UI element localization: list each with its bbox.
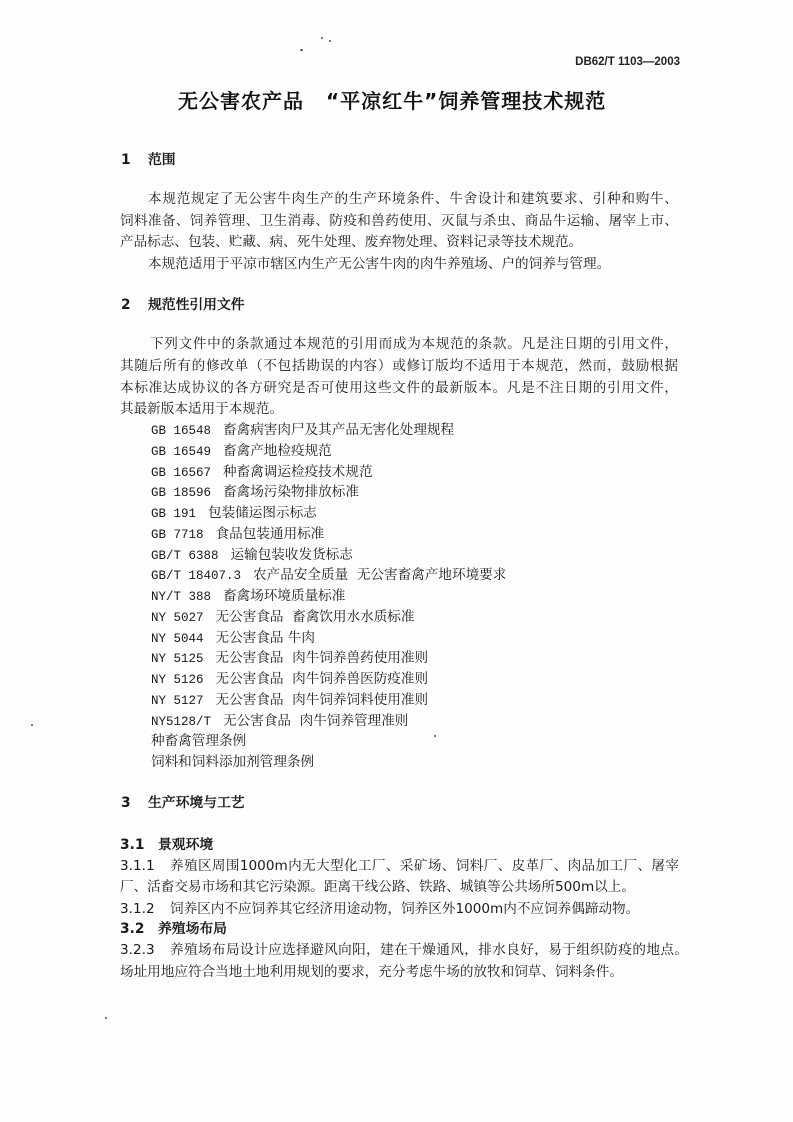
section-1-paragraph-1-line: 饲料准备、饲养管理、卫生消毒、防疫和兽药使用、灭鼠与杀虫、商品牛运输、屠宰上市、 bbox=[120, 213, 678, 229]
scan-speck bbox=[329, 40, 331, 42]
section-2-paragraph-line: 其随后所有的修改单（不包括勘误的内容）或修订版均不适用于本规范，然而，鼓励根据 bbox=[120, 358, 678, 374]
clause-3-1-1-line: 厂、活畜交易市场和其它污染源。距离干线公路、铁路、城镇等公共场所500m以上。 bbox=[120, 879, 635, 895]
reference-code: NY5128/T bbox=[151, 714, 212, 729]
reference-code: GB 16549 bbox=[151, 444, 212, 459]
reference-title: 畜禽产地检疫规范 bbox=[223, 442, 332, 459]
reference-item bbox=[151, 711, 506, 732]
section-1-paragraph-1-line: 本规范规定了无公害牛肉生产的生产环境条件、牛舍设计和建筑要求、引种和购牛、 bbox=[148, 191, 678, 207]
reference-item bbox=[151, 690, 506, 711]
reference-title: 无公害食品 肉牛饲养兽药使用准则 bbox=[215, 650, 429, 667]
reference-code: GB/T 18407.3 bbox=[151, 569, 242, 584]
clause-3-2-3-number: 3.2.3 bbox=[120, 942, 155, 958]
clause-3-1-1-number: 3.1.1 bbox=[120, 858, 155, 874]
reference-title: 无公害食品 牛肉 bbox=[215, 629, 315, 646]
section-2-paragraph-line: 本标准达成协议的各方研究是否可使用这些文件的最新版本。凡是不注日期的引用文件， bbox=[120, 380, 678, 396]
reference-title: 无公害食品 畜禽饮用水水质标准 bbox=[215, 608, 415, 625]
reference-item bbox=[151, 669, 506, 690]
reference-title: 食品包装通用标准 bbox=[215, 525, 325, 542]
reference-title: 无公害食品 肉牛饲养管理准则 bbox=[223, 712, 409, 729]
subsection-3-1-heading: 景观环境 bbox=[158, 837, 214, 853]
reference-code: GB 16567 bbox=[151, 465, 212, 480]
clause-3-1-1-line: 养殖区周围1000m内无大型化工厂、采矿场、饲料厂、皮革厂、肉品加工厂、屠宰 bbox=[170, 858, 679, 874]
reference-code: GB 18596 bbox=[151, 486, 212, 501]
reference-title: 种畜禽调运检疫技术规范 bbox=[223, 463, 373, 480]
scan-speck bbox=[321, 37, 323, 39]
regulation-item: 饲料和饲料添加剂管理条例 bbox=[151, 754, 315, 770]
clause-3-2-3-line: 场址用地应符合当地土地利用规划的要求，充分考虑牛场的放牧和饲草、饲料条件。 bbox=[120, 964, 623, 980]
section-1-paragraph-2: 本规范适用于平凉市辖区内生产无公害牛肉的肉牛养殖场、户的饲养与管理。 bbox=[148, 256, 611, 272]
title-category: 无公害农产品 bbox=[178, 89, 304, 113]
section-1-heading: 范围 bbox=[148, 152, 176, 168]
reference-item bbox=[151, 586, 506, 607]
reference-item bbox=[151, 628, 506, 649]
reference-item bbox=[151, 420, 506, 441]
section-3-heading: 生产环境与工艺 bbox=[148, 795, 245, 811]
reference-code: NY 5125 bbox=[151, 652, 204, 667]
reference-code: GB/T 6388 bbox=[151, 548, 219, 563]
subsection-3-2-number: 3.2 bbox=[120, 921, 145, 937]
reference-code: GB 191 bbox=[151, 507, 197, 521]
title-name: “平凉红牛”饲养管理技术规范 bbox=[326, 89, 607, 113]
subsection-3-2-heading: 养殖场布局 bbox=[158, 921, 227, 937]
reference-item bbox=[151, 441, 506, 462]
clause-3-1-2-number: 3.1.2 bbox=[120, 901, 155, 917]
reference-title: 无公害食品 肉牛饲养兽医防疫准则 bbox=[215, 671, 429, 687]
document-title bbox=[178, 88, 606, 114]
reference-code: NY 5027 bbox=[151, 610, 204, 625]
reference-item bbox=[151, 648, 506, 669]
reference-title: 农产品安全质量 无公害畜禽产地环境要求 bbox=[253, 567, 507, 584]
reference-title: 畜禽场环境质量标准 bbox=[223, 588, 346, 604]
reference-list bbox=[151, 420, 506, 773]
reference-code: NY/T 388 bbox=[151, 590, 212, 604]
clause-3-1-2-line: 饲养区内不应饲养其它经济用途动物，饲养区外1000m内不应饲养偶蹄动物。 bbox=[170, 901, 640, 917]
reference-code: GB 7718 bbox=[151, 527, 204, 542]
reference-title: 畜禽场污染物排放标准 bbox=[223, 484, 359, 501]
reference-title: 运输包装收发货标志 bbox=[230, 546, 353, 563]
scan-speck bbox=[105, 1017, 107, 1019]
scan-speck bbox=[300, 49, 303, 51]
reference-item bbox=[151, 524, 506, 545]
reference-item bbox=[151, 565, 506, 586]
reference-code: NY 5126 bbox=[151, 673, 204, 687]
section-1-number: 1 bbox=[121, 152, 131, 168]
reference-title: 无公害食品 肉牛饲养饲料使用准则 bbox=[215, 691, 429, 708]
clause-3-2-3-line: 养殖场布局设计应选择避风向阳，建在干燥通风，排水良好，易于组织防疫的地点。 bbox=[170, 942, 688, 958]
reference-item bbox=[151, 545, 506, 566]
reference-item bbox=[151, 503, 506, 524]
reference-item bbox=[151, 482, 506, 503]
section-2-paragraph-line: 其最新版本适用于本规范。 bbox=[120, 401, 284, 417]
reference-title: 畜禽病害肉尸及其产品无害化处理规程 bbox=[223, 422, 455, 438]
section-2-paragraph-line: 下列文件中的条款通过本规范的引用而成为本规范的条款。凡是注日期的引用文件， bbox=[150, 336, 678, 352]
section-2-heading: 规范性引用文件 bbox=[148, 297, 245, 313]
reference-item bbox=[151, 607, 506, 628]
reference-code: NY 5127 bbox=[151, 693, 204, 708]
section-1-paragraph-1-line: 产品标志、包装、贮藏、病、死牛处理、废弃物处理、资料记录等技术规范。 bbox=[120, 234, 583, 250]
section-3-number: 3 bbox=[121, 795, 131, 811]
scan-speck bbox=[31, 724, 33, 726]
subsection-3-1-number: 3.1 bbox=[120, 837, 145, 853]
reference-code: NY 5044 bbox=[151, 631, 204, 646]
document-code: DB62/T 1103—2003 bbox=[575, 56, 680, 68]
regulation-item: 种畜禽管理条例 bbox=[151, 733, 247, 750]
reference-code: GB 16548 bbox=[151, 424, 212, 438]
reference-item bbox=[151, 462, 506, 483]
section-2-number: 2 bbox=[121, 297, 131, 313]
reference-title: 包装储运图示标志 bbox=[208, 505, 317, 521]
